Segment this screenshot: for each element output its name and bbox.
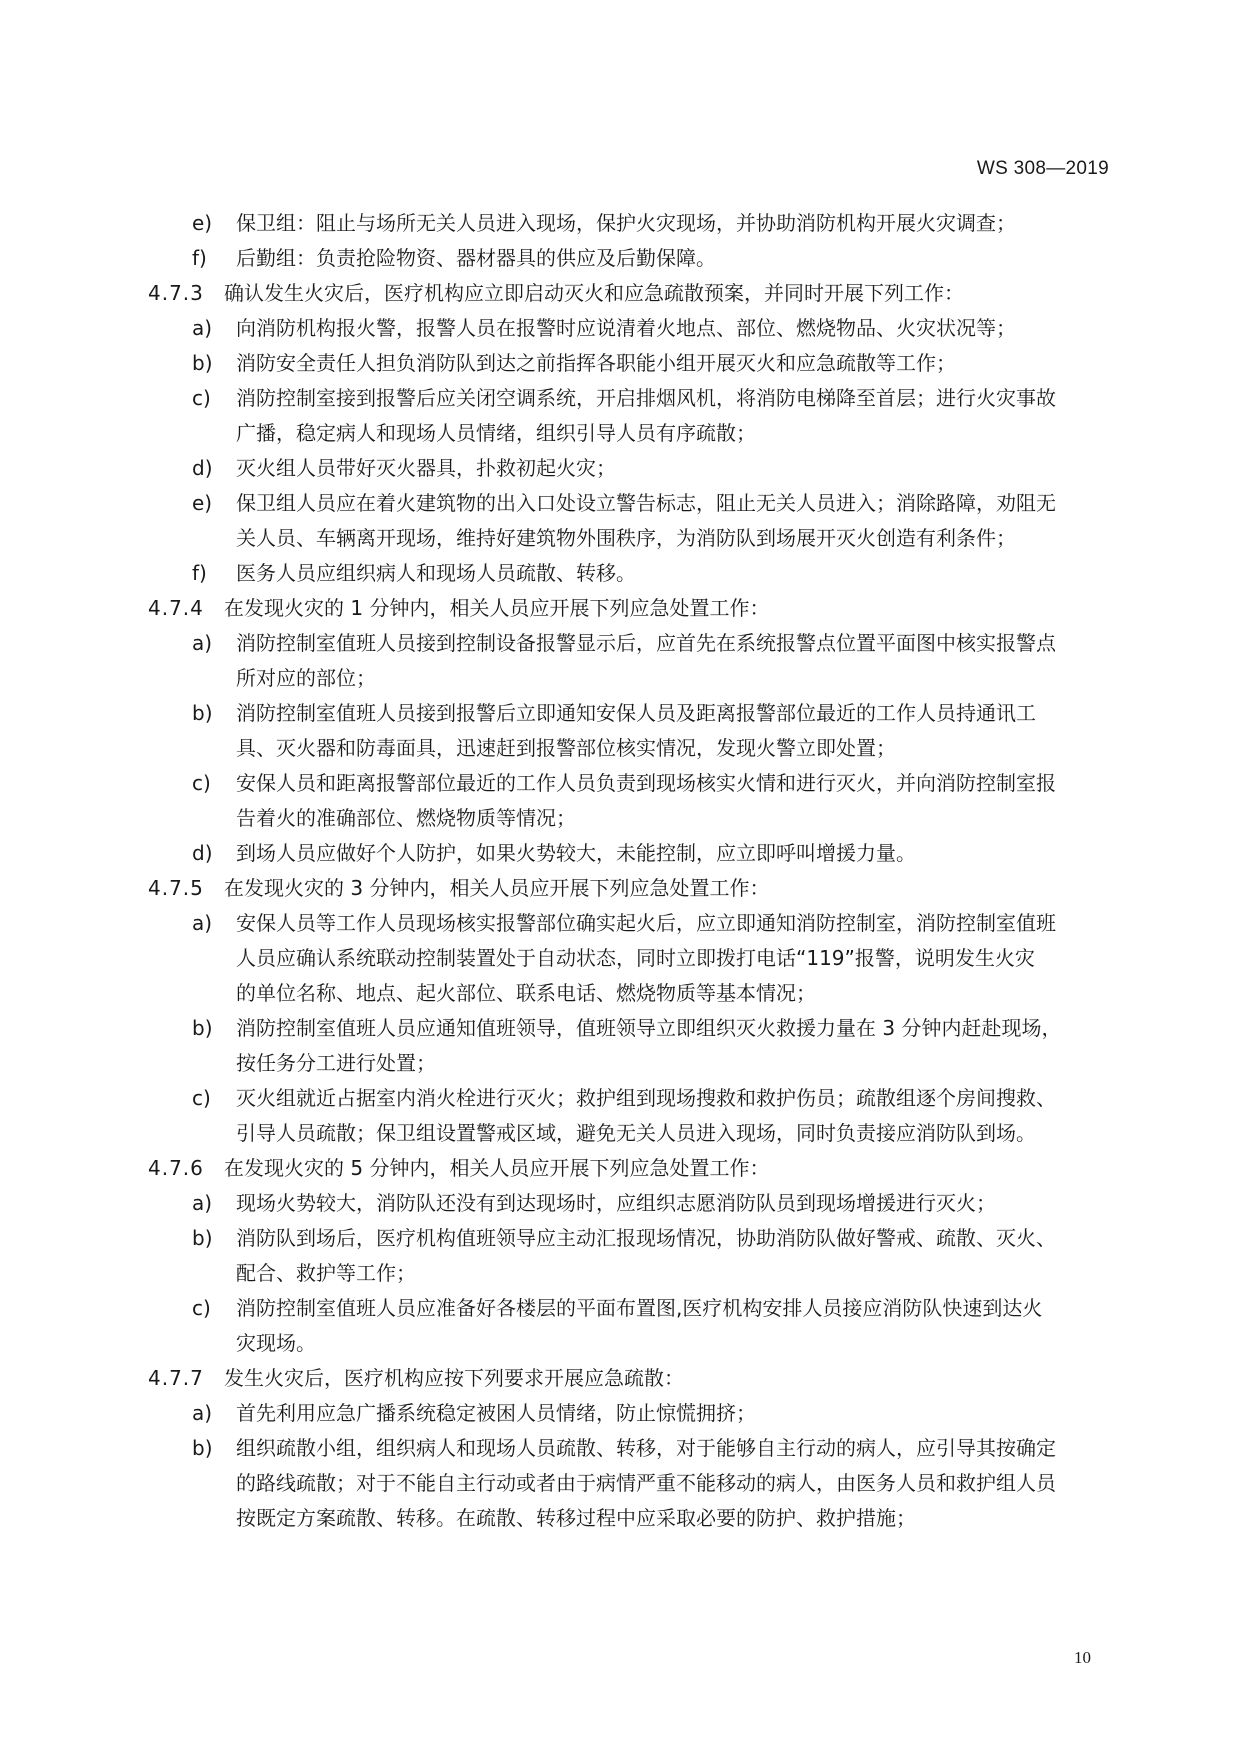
text-line: 发生火灾后，医疗机构应按下列要求开展应急疏散： <box>224 1366 684 1390</box>
text-line: 消防控制室值班人员应通知值班领导，值班领导立即组织灭火救援力量在 3 分钟内赶赴现场， <box>236 1016 1062 1040</box>
list-item-label: b) <box>192 1226 213 1250</box>
text-line: 在发现火灾的 3 分钟内，相关人员应开展下列应急处置工作： <box>224 876 770 900</box>
text-line: 广播，稳定病人和现场人员情绪，组织引导人员有序疏散； <box>236 421 756 445</box>
text-line: 向消防机构报火警，报警人员在报警时应说清着火地点、部位、燃烧物品、火灾状况等； <box>236 316 1016 340</box>
list-item <box>148 1011 1118 1081</box>
list-item-label: c) <box>192 771 211 795</box>
list-item <box>148 906 1118 1011</box>
text-line: 告着火的准确部位、燃烧物质等情况； <box>236 806 576 830</box>
text-line: 首先利用应急广播系统稳定被困人员情绪，防止惊慌拥挤； <box>236 1401 756 1425</box>
list-item-label: c) <box>192 386 211 410</box>
list-item-label: e) <box>192 211 213 235</box>
clause <box>148 591 1118 626</box>
text-line: 消防控制室值班人员接到报警后立即通知安保人员及距离报警部位最近的工作人员持通讯工 <box>236 701 1036 725</box>
document-code: WS 308—2019 <box>976 158 1109 179</box>
list-item-label: d) <box>192 841 213 865</box>
clause <box>148 276 1118 311</box>
list-item <box>148 556 1118 591</box>
list-item-label: b) <box>192 701 213 725</box>
text-line: 医务人员应组织病人和现场人员疏散、转移。 <box>236 561 636 585</box>
list-item <box>148 1186 1118 1221</box>
text-line: 安保人员等工作人员现场核实报警部位确实起火后，应立即通知消防控制室，消防控制室值班 <box>236 911 1056 935</box>
text-line: 的路线疏散；对于不能自主行动或者由于病情严重不能移动的病人，由医务人员和救护组人员 <box>236 1471 1056 1495</box>
list-item-label: a) <box>192 631 213 655</box>
text-line: 关人员、车辆离开现场，维持好建筑物外围秩序，为消防队到场展开灭火创造有利条件； <box>236 526 1016 550</box>
list-item-label: e) <box>192 491 213 515</box>
text-line: 人员应确认系统联动控制装置处于自动状态，同时立即拨打电话“119”报警，说明发生火灾 <box>236 946 1035 970</box>
clause-number: 4.7.6 <box>148 1156 204 1180</box>
list-item <box>148 241 1118 276</box>
list-item-label: a) <box>192 1191 213 1215</box>
text-line: 按既定方案疏散、转移。在疏散、转移过程中应采取必要的防护、救护措施； <box>236 1506 916 1530</box>
list-item <box>148 1291 1118 1361</box>
list-item <box>148 1431 1118 1536</box>
list-item-label: c) <box>192 1296 211 1320</box>
text-line: 安保人员和距离报警部位最近的工作人员负责到现场核实火情和进行灭火，并向消防控制室报 <box>236 771 1056 795</box>
list-item-label: f) <box>192 246 207 270</box>
list-item <box>148 206 1118 241</box>
clause <box>148 1151 1118 1186</box>
clause-number: 4.7.4 <box>148 596 204 620</box>
text-line: 配合、救护等工作； <box>236 1261 416 1285</box>
text-line: 确认发生火灾后，医疗机构应立即启动灭火和应急疏散预案，并同时开展下列工作： <box>224 281 964 305</box>
list-item <box>148 486 1118 556</box>
list-item-label: a) <box>192 911 213 935</box>
list-item <box>148 626 1118 696</box>
text-line: 灭火组就近占据室内消火栓进行灭火；救护组到现场搜救和救护伤员；疏散组逐个房间搜救、 <box>236 1086 1056 1110</box>
list-item <box>148 696 1118 766</box>
list-item-label: a) <box>192 316 213 340</box>
list-item <box>148 381 1118 451</box>
text-line: 后勤组：负责抢险物资、器材器具的供应及后勤保障。 <box>236 246 716 270</box>
text-line: 保卫组人员应在着火建筑物的出入口处设立警告标志，阻止无关人员进入；消除路障，劝阻无 <box>236 491 1056 515</box>
clause-number: 4.7.5 <box>148 876 204 900</box>
text-line: 具、灭火器和防毒面具，迅速赶到报警部位核实情况，发现火警立即处置； <box>236 736 896 760</box>
list-item-label: a) <box>192 1401 213 1425</box>
list-item <box>148 766 1118 836</box>
text-line: 灾现场。 <box>236 1331 316 1355</box>
document-body <box>148 206 1118 1536</box>
list-item-label: b) <box>192 351 213 375</box>
list-item-label: b) <box>192 1016 213 1040</box>
text-line: 消防控制室值班人员接到控制设备报警显示后，应首先在系统报警点位置平面图中核实报警点 <box>236 631 1056 655</box>
text-line: 组织疏散小组，组织病人和现场人员疏散、转移，对于能够自主行动的病人，应引导其按确定 <box>236 1436 1056 1460</box>
text-line: 保卫组：阻止与场所无关人员进入现场，保护火灾现场，并协助消防机构开展火灾调查； <box>236 211 1016 235</box>
list-item-label: f) <box>192 561 207 585</box>
text-line: 到场人员应做好个人防护，如果火势较大，未能控制，应立即呼叫增援力量。 <box>236 841 916 865</box>
list-item <box>148 1396 1118 1431</box>
text-line: 现场火势较大，消防队还没有到达现场时，应组织志愿消防队员到现场增援进行灭火； <box>236 1191 996 1215</box>
list-item-label: b) <box>192 1436 213 1460</box>
list-item <box>148 1081 1118 1151</box>
clause-number: 4.7.3 <box>148 281 204 305</box>
text-line: 在发现火灾的 5 分钟内，相关人员应开展下列应急处置工作： <box>224 1156 770 1180</box>
text-line: 消防队到场后，医疗机构值班领导应主动汇报现场情况，协助消防队做好警戒、疏散、灭火、 <box>236 1226 1056 1250</box>
list-item-label: c) <box>192 1086 211 1110</box>
list-item <box>148 451 1118 486</box>
text-line: 所对应的部位； <box>236 666 376 690</box>
list-item <box>148 311 1118 346</box>
page-number: 10 <box>1074 1648 1091 1667</box>
text-line: 按任务分工进行处置； <box>236 1051 436 1075</box>
list-item <box>148 836 1118 871</box>
list-item <box>148 346 1118 381</box>
text-line: 消防控制室接到报警后应关闭空调系统，开启排烟风机，将消防电梯降至首层；进行火灾事故 <box>236 386 1056 410</box>
text-line: 消防控制室值班人员应准备好各楼层的平面布置图,医疗机构安排人员接应消防队快速到达火 <box>236 1296 1043 1320</box>
clause <box>148 871 1118 906</box>
clause-number: 4.7.7 <box>148 1366 204 1390</box>
list-item <box>148 1221 1118 1291</box>
text-line: 消防安全责任人担负消防队到达之前指挥各职能小组开展灭火和应急疏散等工作； <box>236 351 956 375</box>
text-line: 在发现火灾的 1 分钟内，相关人员应开展下列应急处置工作： <box>224 596 770 620</box>
text-line: 的单位名称、地点、起火部位、联系电话、燃烧物质等基本情况； <box>236 981 816 1005</box>
text-line: 引导人员疏散；保卫组设置警戒区域，避免无关人员进入现场，同时负责接应消防队到场。 <box>236 1121 1036 1145</box>
list-item-label: d) <box>192 456 213 480</box>
text-line: 灭火组人员带好灭火器具，扑救初起火灾； <box>236 456 616 480</box>
clause <box>148 1361 1118 1396</box>
